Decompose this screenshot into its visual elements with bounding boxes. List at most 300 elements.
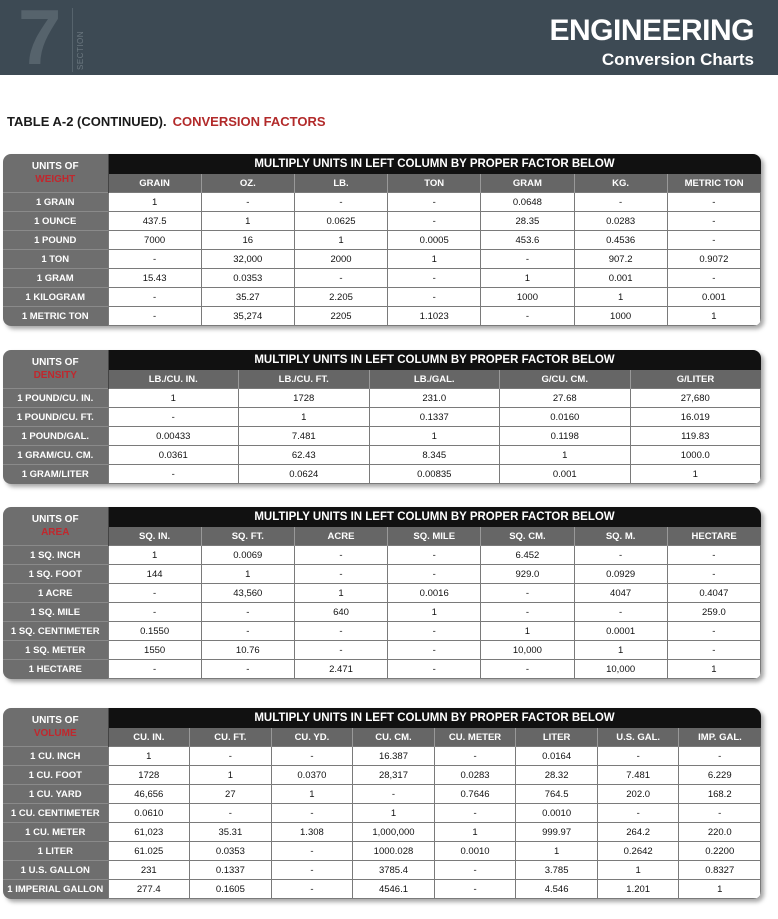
row-label: 1 HECTARE [3, 660, 108, 679]
table-row [3, 641, 761, 660]
row-label: 1 GRAM [3, 269, 108, 288]
factor-cell: 4546.1 [353, 880, 435, 899]
factor-cell: - [388, 660, 481, 679]
factor-cell: 2000 [294, 250, 387, 269]
factor-cell: 0.0069 [201, 546, 294, 565]
factor-cell: 46,656 [108, 785, 190, 804]
factor-cell: - [108, 408, 239, 427]
table-row [3, 584, 761, 603]
factor-cell: 0.0353 [190, 842, 272, 861]
factor-cell: 16 [201, 231, 294, 250]
factor-cell: 1 [388, 603, 481, 622]
factor-cell: - [667, 212, 760, 231]
table-row [3, 288, 761, 307]
factor-cell: 1 [667, 307, 760, 326]
factor-cell: - [667, 641, 760, 660]
factor-cell: 764.5 [516, 785, 598, 804]
factor-cell: 168.2 [679, 785, 761, 804]
factor-cell: 220.0 [679, 823, 761, 842]
factor-cell: 1.1023 [388, 307, 481, 326]
factor-cell: 0.001 [574, 269, 667, 288]
row-label: 1 TON [3, 250, 108, 269]
table-row [3, 823, 761, 842]
factor-cell: 16.019 [630, 408, 761, 427]
header-subtitle: Conversion Charts [601, 50, 754, 69]
column-header: LB./CU. FT. [239, 370, 370, 389]
table-row [3, 861, 761, 880]
row-label: 1 GRAIN [3, 193, 108, 212]
column-header: G/LITER [630, 370, 761, 389]
units-of-header [3, 507, 108, 546]
table-row [3, 446, 761, 465]
factor-cell: - [108, 250, 201, 269]
multiply-banner: MULTIPLY UNITS IN LEFT COLUMN BY PROPER FACTOR BELOW [108, 507, 761, 527]
column-header: LB./CU. IN. [108, 370, 239, 389]
factor-cell: 1 [108, 546, 201, 565]
factor-cell: - [679, 747, 761, 766]
units-of-label: UNITS OF [31, 357, 79, 368]
factor-cell: 16.387 [353, 747, 435, 766]
factor-cell: 1 [500, 446, 631, 465]
factor-cell: 0.0624 [239, 465, 370, 484]
factor-cell: - [108, 660, 201, 679]
factor-cell: 0.0625 [294, 212, 387, 231]
category-label: WEIGHT [35, 174, 76, 185]
conversion-table [3, 507, 761, 679]
factor-cell: - [271, 804, 353, 823]
factor-cell: - [108, 307, 201, 326]
multiply-banner: MULTIPLY UNITS IN LEFT COLUMN BY PROPER FACTOR BELOW [108, 154, 761, 174]
factor-cell: 0.4047 [667, 584, 760, 603]
factor-cell: 0.8327 [679, 861, 761, 880]
conversion-table [3, 154, 761, 326]
factor-cell: 1 [369, 427, 500, 446]
factor-cell: - [434, 880, 516, 899]
factor-cell: - [108, 584, 201, 603]
row-label: 1 CU. FOOT [3, 766, 108, 785]
factor-cell: - [388, 565, 481, 584]
table-row [3, 269, 761, 288]
factor-cell: 1 [201, 565, 294, 584]
factor-cell: - [574, 603, 667, 622]
factor-cell: 0.0160 [500, 408, 631, 427]
factor-cell: - [294, 622, 387, 641]
factor-cell: - [481, 250, 574, 269]
factor-cell: - [667, 565, 760, 584]
factor-cell: 1 [667, 660, 760, 679]
factor-cell: - [108, 465, 239, 484]
factor-cell: - [434, 804, 516, 823]
factor-cell: 10.76 [201, 641, 294, 660]
factor-cell: 10,000 [481, 641, 574, 660]
table-volume [3, 708, 761, 899]
factor-cell: 0.001 [667, 288, 760, 307]
factor-cell: - [574, 546, 667, 565]
table-row [3, 546, 761, 565]
factor-cell: - [294, 565, 387, 584]
factor-cell: 0.0610 [108, 804, 190, 823]
factor-cell: - [481, 584, 574, 603]
factor-cell: 0.00433 [108, 427, 239, 446]
factor-cell: 7.481 [597, 766, 679, 785]
factor-cell: - [271, 861, 353, 880]
factor-cell: 1550 [108, 641, 201, 660]
column-header: CU. CM. [353, 728, 435, 747]
column-header: ACRE [294, 527, 387, 546]
factor-cell: 2.205 [294, 288, 387, 307]
factor-cell: 8.345 [369, 446, 500, 465]
column-header: LB. [294, 174, 387, 193]
table-row [3, 747, 761, 766]
factor-cell: 0.1337 [369, 408, 500, 427]
column-header: SQ. MILE [388, 527, 481, 546]
row-label: 1 KILOGRAM [3, 288, 108, 307]
factor-cell: 1 [630, 465, 761, 484]
factor-cell: 32,000 [201, 250, 294, 269]
row-label: 1 SQ. MILE [3, 603, 108, 622]
row-label: 1 GRAM/CU. CM. [3, 446, 108, 465]
section-number: 7 [18, 0, 62, 81]
column-header: TON [388, 174, 481, 193]
factor-cell: 4.546 [516, 880, 598, 899]
column-header: G/CU. CM. [500, 370, 631, 389]
row-label: 1 OUNCE [3, 212, 108, 231]
factor-cell: - [667, 231, 760, 250]
factor-cell: 35.27 [201, 288, 294, 307]
factor-cell: 0.0001 [574, 622, 667, 641]
section-divider [72, 8, 73, 72]
factor-cell: 1.308 [271, 823, 353, 842]
factor-cell: - [294, 193, 387, 212]
factor-cell: 27.68 [500, 389, 631, 408]
column-header: IMP. GAL. [679, 728, 761, 747]
conversion-table [3, 350, 761, 484]
factor-cell: 43,560 [201, 584, 294, 603]
header-title: ENGINEERING [549, 14, 754, 47]
factor-cell: - [271, 842, 353, 861]
column-header: SQ. M. [574, 527, 667, 546]
factor-cell: 27 [190, 785, 272, 804]
factor-cell: 999.97 [516, 823, 598, 842]
factor-cell: 1 [481, 622, 574, 641]
row-label: 1 GRAM/LITER [3, 465, 108, 484]
column-header: SQ. CM. [481, 527, 574, 546]
factor-cell: 929.0 [481, 565, 574, 584]
table-row [3, 193, 761, 212]
factor-cell: 35,274 [201, 307, 294, 326]
factor-cell: - [679, 804, 761, 823]
factor-cell: 0.0361 [108, 446, 239, 465]
factor-cell: 1 [679, 880, 761, 899]
row-label: 1 METRIC TON [3, 307, 108, 326]
table-row [3, 250, 761, 269]
row-label: 1 POUND/CU. IN. [3, 389, 108, 408]
factor-cell: - [271, 747, 353, 766]
factor-cell: 0.0010 [516, 804, 598, 823]
row-label: 1 CU. INCH [3, 747, 108, 766]
factor-cell: 0.00835 [369, 465, 500, 484]
row-label: 1 CU. YARD [3, 785, 108, 804]
factor-cell: 640 [294, 603, 387, 622]
factor-cell: - [388, 288, 481, 307]
table-row [3, 465, 761, 484]
factor-cell: 0.2642 [597, 842, 679, 861]
table-row [3, 307, 761, 326]
category-label: AREA [41, 527, 70, 538]
factor-cell: 62.43 [239, 446, 370, 465]
factor-cell: 0.0016 [388, 584, 481, 603]
factor-cell: 0.4536 [574, 231, 667, 250]
column-header: CU. IN. [108, 728, 190, 747]
factor-cell: - [201, 603, 294, 622]
factor-cell: 7000 [108, 231, 201, 250]
factor-cell: 144 [108, 565, 201, 584]
factor-cell: 0.0283 [574, 212, 667, 231]
factor-cell: 1 [388, 250, 481, 269]
table-density [3, 350, 761, 484]
factor-cell: 0.2200 [679, 842, 761, 861]
factor-cell: 231.0 [369, 389, 500, 408]
factor-cell: 7.481 [239, 427, 370, 446]
conversion-table [3, 708, 761, 899]
factor-cell: - [108, 288, 201, 307]
factor-cell: - [667, 546, 760, 565]
factor-cell: 35.31 [190, 823, 272, 842]
column-header: SQ. IN. [108, 527, 201, 546]
factor-cell: 3.785 [516, 861, 598, 880]
row-label: 1 IMPERIAL GALLON [3, 880, 108, 899]
factor-cell: 1 [190, 766, 272, 785]
table-row [3, 603, 761, 622]
factor-cell: 1 [434, 823, 516, 842]
table-row [3, 880, 761, 899]
factor-cell: - [574, 193, 667, 212]
factor-cell: - [597, 747, 679, 766]
factor-cell: - [388, 193, 481, 212]
row-label: 1 ACRE [3, 584, 108, 603]
table-row [3, 842, 761, 861]
factor-cell: 0.0164 [516, 747, 598, 766]
factor-cell: - [388, 269, 481, 288]
table-row [3, 389, 761, 408]
units-of-label: UNITS OF [31, 514, 79, 525]
table-caption [7, 114, 326, 129]
factor-cell: - [388, 622, 481, 641]
factor-cell: 0.0648 [481, 193, 574, 212]
table-row [3, 660, 761, 679]
factor-cell: 1000 [481, 288, 574, 307]
factor-cell: 3785.4 [353, 861, 435, 880]
units-of-header [3, 154, 108, 193]
column-header: CU. METER [434, 728, 516, 747]
factor-cell: 1000.028 [353, 842, 435, 861]
factor-cell: - [353, 785, 435, 804]
factor-cell: - [190, 804, 272, 823]
table-row [3, 622, 761, 641]
category-label: DENSITY [33, 370, 77, 381]
table-row [3, 427, 761, 446]
factor-cell: 6.452 [481, 546, 574, 565]
factor-cell: - [108, 603, 201, 622]
factor-cell: 15.43 [108, 269, 201, 288]
factor-cell: 0.0283 [434, 766, 516, 785]
factor-cell: 0.0353 [201, 269, 294, 288]
factor-cell: 61.025 [108, 842, 190, 861]
factor-cell: 1 [108, 747, 190, 766]
factor-cell: 453.6 [481, 231, 574, 250]
table-row [3, 565, 761, 584]
units-of-header [3, 708, 108, 747]
factor-cell: 1 [108, 193, 201, 212]
factor-cell: - [481, 660, 574, 679]
column-header: SQ. FT. [201, 527, 294, 546]
factor-cell: 27,680 [630, 389, 761, 408]
factor-cell: 1 [201, 212, 294, 231]
factor-cell: 0.0370 [271, 766, 353, 785]
column-header: U.S. GAL. [597, 728, 679, 747]
factor-cell: 28.35 [481, 212, 574, 231]
factor-cell: - [190, 747, 272, 766]
units-of-label: UNITS OF [31, 715, 79, 726]
table-row [3, 212, 761, 231]
factor-cell: 202.0 [597, 785, 679, 804]
column-header: GRAIN [108, 174, 201, 193]
factor-cell: 264.2 [597, 823, 679, 842]
category-label: VOLUME [33, 728, 77, 739]
row-label: 1 LITER [3, 842, 108, 861]
units-of-header [3, 350, 108, 389]
factor-cell: 1 [481, 269, 574, 288]
factor-cell: - [481, 603, 574, 622]
factor-cell: 10,000 [574, 660, 667, 679]
factor-cell: 437.5 [108, 212, 201, 231]
factor-cell: 4047 [574, 584, 667, 603]
factor-cell: 259.0 [667, 603, 760, 622]
section-label: SECTION [76, 30, 85, 70]
factor-cell: 1000 [574, 307, 667, 326]
factor-cell: - [388, 212, 481, 231]
factor-cell: - [434, 861, 516, 880]
column-header: KG. [574, 174, 667, 193]
factor-cell: 28,317 [353, 766, 435, 785]
factor-cell: - [294, 641, 387, 660]
factor-cell: 0.0929 [574, 565, 667, 584]
table-row [3, 408, 761, 427]
factor-cell: 0.7646 [434, 785, 516, 804]
factor-cell: - [201, 660, 294, 679]
factor-cell: 1 [516, 842, 598, 861]
factor-cell: 1728 [108, 766, 190, 785]
row-label: 1 CU. METER [3, 823, 108, 842]
factor-cell: 1000.0 [630, 446, 761, 465]
factor-cell: - [388, 641, 481, 660]
column-header: GRAM [481, 174, 574, 193]
factor-cell: 231 [108, 861, 190, 880]
factor-cell: 1728 [239, 389, 370, 408]
factor-cell: 1 [294, 231, 387, 250]
factor-cell: - [667, 193, 760, 212]
table-row [3, 766, 761, 785]
factor-cell: 0.0010 [434, 842, 516, 861]
row-label: 1 POUND/GAL. [3, 427, 108, 446]
table-area [3, 507, 761, 679]
row-label: 1 POUND/CU. FT. [3, 408, 108, 427]
multiply-banner: MULTIPLY UNITS IN LEFT COLUMN BY PROPER FACTOR BELOW [108, 350, 761, 370]
factor-cell: 0.0005 [388, 231, 481, 250]
factor-cell: 0.9072 [667, 250, 760, 269]
row-label: 1 SQ. INCH [3, 546, 108, 565]
row-label: 1 SQ. METER [3, 641, 108, 660]
factor-cell: 1 [239, 408, 370, 427]
column-header: METRIC TON [667, 174, 760, 193]
row-label: 1 SQ. FOOT [3, 565, 108, 584]
factor-cell: 1,000,000 [353, 823, 435, 842]
factor-cell: 0.1550 [108, 622, 201, 641]
factor-cell: - [667, 622, 760, 641]
factor-cell: 1 [271, 785, 353, 804]
column-header: LITER [516, 728, 598, 747]
factor-cell: 0.001 [500, 465, 631, 484]
factor-cell: - [201, 193, 294, 212]
factor-cell: 2.471 [294, 660, 387, 679]
factor-cell: 1 [574, 641, 667, 660]
column-header: CU. YD. [271, 728, 353, 747]
factor-cell: 1 [294, 584, 387, 603]
table-row [3, 785, 761, 804]
table-row [3, 804, 761, 823]
factor-cell: - [667, 269, 760, 288]
factor-cell: 0.1198 [500, 427, 631, 446]
factor-cell: 61,023 [108, 823, 190, 842]
column-header: OZ. [201, 174, 294, 193]
factor-cell: - [294, 546, 387, 565]
multiply-banner: MULTIPLY UNITS IN LEFT COLUMN BY PROPER FACTOR BELOW [108, 708, 761, 728]
factor-cell: 2205 [294, 307, 387, 326]
caption-title: CONVERSION FACTORS [172, 114, 326, 129]
column-header: CU. FT. [190, 728, 272, 747]
table-row [3, 231, 761, 250]
factor-cell: 0.1337 [190, 861, 272, 880]
header-banner [0, 0, 778, 81]
factor-cell: 1 [597, 861, 679, 880]
factor-cell: 1 [574, 288, 667, 307]
column-header: LB./GAL. [369, 370, 500, 389]
factor-cell: - [294, 269, 387, 288]
row-label: 1 SQ. CENTIMETER [3, 622, 108, 641]
factor-cell: 907.2 [574, 250, 667, 269]
factor-cell: - [434, 747, 516, 766]
units-of-label: UNITS OF [31, 161, 79, 172]
factor-cell: 28.32 [516, 766, 598, 785]
column-header: HECTARE [667, 527, 760, 546]
row-label: 1 POUND [3, 231, 108, 250]
factor-cell: 0.1605 [190, 880, 272, 899]
factor-cell: 6.229 [679, 766, 761, 785]
factor-cell: 119.83 [630, 427, 761, 446]
row-label: 1 U.S. GALLON [3, 861, 108, 880]
factor-cell: 1.201 [597, 880, 679, 899]
factor-cell: - [481, 307, 574, 326]
factor-cell: 1 [353, 804, 435, 823]
factor-cell: - [201, 622, 294, 641]
factor-cell: - [597, 804, 679, 823]
row-label: 1 CU. CENTIMETER [3, 804, 108, 823]
table-weight [3, 154, 761, 326]
factor-cell: - [271, 880, 353, 899]
factor-cell: 1 [108, 389, 239, 408]
caption-prefix: TABLE A-2 (CONTINUED). [7, 114, 167, 129]
factor-cell: 277.4 [108, 880, 190, 899]
